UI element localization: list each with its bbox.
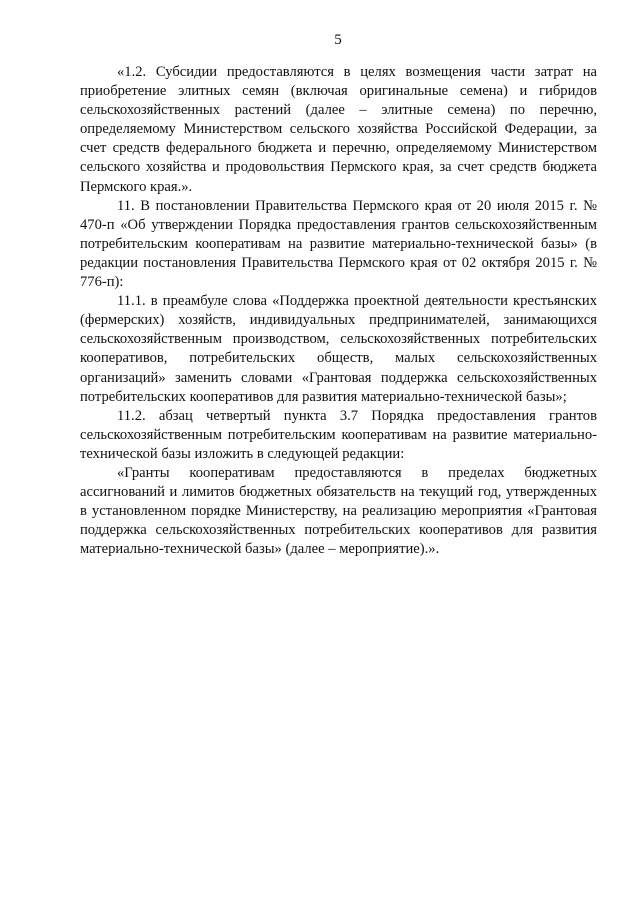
page-number: 5 <box>334 32 342 48</box>
paragraph-grants-quote: «Гранты кооперативам предоставляются в пределах бюджетных ассигнований и лимитов бюджетных обязательств на текущий год, утвержденных в установленном порядке Министерству, на реализацию мероприятия «Грантовая поддержка сельскохозяйственных потребительских кооперативов для развития материально-технической базы» (далее – мероприятие).». <box>80 464 597 558</box>
paragraph-11-1-preamble: 11.1. в преамбуле слова «Поддержка проектной деятельности крестьянских (фермерских) хозяйств, индивидуальных предпринимателей, занимающихся сельскохозяйственным производством, сельскохозяйственных потребительских кооперативов, потребительских обществ, малых сельскохозяйственных организаций» заменить словами «Грантовая поддержка сельскохозяйственных потребительских кооперативов для развития материально-технической базы»; <box>80 293 597 405</box>
document-body <box>80 63 597 559</box>
paragraph-11-2-clause: 11.2. абзац четвертый пункта 3.7 Порядка предоставления грантов сельскохозяйственным потребительским кооперативам на развитие материально-технической базы изложить в следующей редакции: <box>80 407 597 462</box>
paragraph-1-2-subsidies: «1.2. Субсидии предоставляются в целях возмещения части затрат на приобретение элитных семян (включая оригинальные семена) и гибридов сельскохозяйственных растений (далее – элитные семена) по перечню, определяемому Министерством сельского хозяйства Российской Федерации, за счет средств федерального бюджета и перечню, определяемому Министерством сельского хозяйства и продовольствия Пермского края, за счет средств бюджета Пермского края.». <box>80 64 597 195</box>
paragraph-11-resolution: 11. В постановлении Правительства Пермского края от 20 июля 2015 г. № 470-п «Об утверждении Порядка предоставления грантов сельскохозяйственным потребительским кооперативам на развитие материально-технической базы» (в редакции постановления Правительства Пермского края от 02 октября 2015 г. № 776-п): <box>80 197 597 291</box>
